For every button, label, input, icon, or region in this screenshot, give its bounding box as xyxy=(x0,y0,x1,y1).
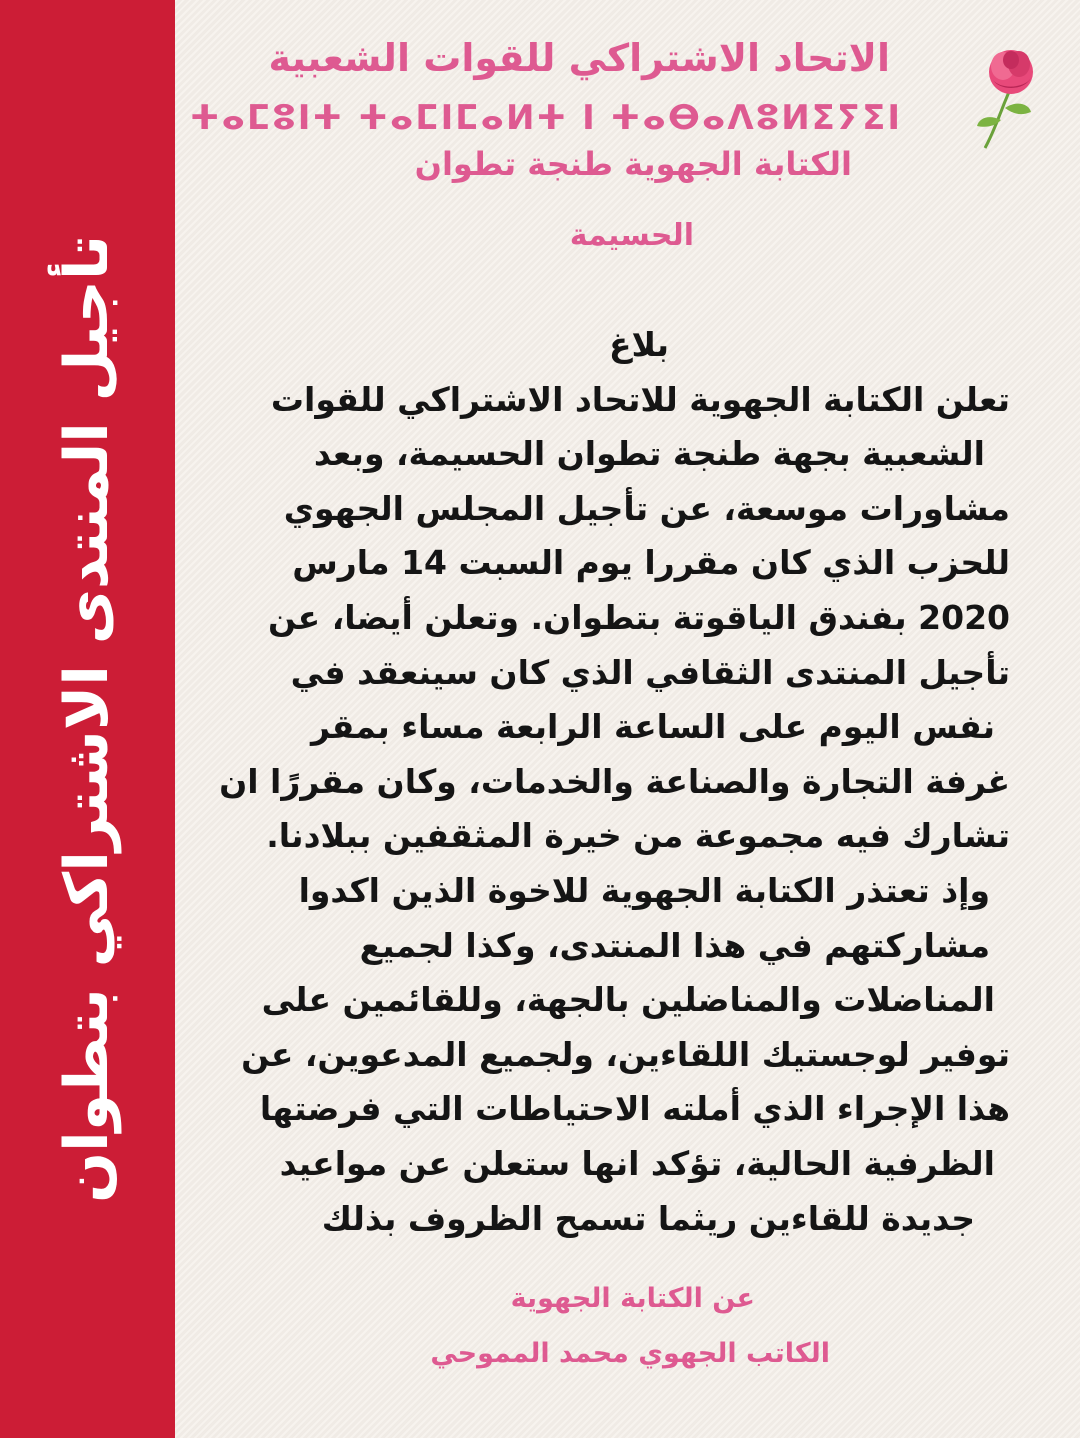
communique-line: نفس اليوم على الساعة الرابعة مساء بمقر xyxy=(310,707,995,747)
communique-line: جديدة للقاءين ريثما تسمح الظروف بذلك xyxy=(321,1198,975,1238)
region-suffix: الحسيمة xyxy=(569,218,694,253)
side-title: تأجيل المنتدى الاشتراكي بتطوان xyxy=(52,234,122,1204)
communique-line: هذا الإجراء الذي أملته الاحتياطات التي فرضتها xyxy=(259,1089,1010,1129)
communique-line: 2020 بفندق الياقوتة بتطوان. وتعلن أيضا، عن xyxy=(267,597,1010,637)
communique-line: تعلن الكتابة الجهوية للاتحاد الاشتراكي للقوات xyxy=(270,379,1010,419)
party-name-arabic: الاتحاد الاشتراكي للقوات الشعبية xyxy=(268,36,890,80)
communique-title: بلاغ xyxy=(609,325,669,364)
communique-line: مشاورات موسعة، عن تأجيل المجلس الجهوي xyxy=(283,488,1010,528)
communique-line: وإذ تعتذر الكتابة الجهوية للاخوة الذين اكدوا xyxy=(298,870,990,910)
rose-icon xyxy=(925,30,1055,150)
communique-line: الظرفية الحالية، تؤكد انها ستعلن عن مواعيد xyxy=(279,1143,995,1183)
communique-line: المناضلات والمناضلين بالجهة، وللقائمين على xyxy=(261,980,995,1020)
communique-line: غرفة التجارة والصناعة والخدمات، وكان مقررًا ان xyxy=(219,761,1010,801)
regional-secretariat: الكتابة الجهوية طنجة تطوان xyxy=(414,145,852,183)
communique-body xyxy=(219,318,1010,1246)
side-band xyxy=(0,0,175,1438)
communique-line: توفير لوجستيك اللقاءين، ولجميع المدعوين، عن xyxy=(241,1034,1010,1074)
communique-line: الشعبية بجهة طنجة تطوان الحسيمة، وبعد xyxy=(313,434,985,474)
communique-line: تأجيل المنتدى الثقافي الذي كان سينعقد في xyxy=(290,652,1010,692)
signature-signatory: الكاتب الجهوي محمد المموحي xyxy=(430,1338,830,1369)
party-name-tifinagh: ⵜⴰⵎⵓⵏⵜ ⵜⴰⵎⵏⵎⴰⵍⵜ ⵏ ⵜⴰⴱⴰⴷⵓⵍⵉⵢⵉⵏ xyxy=(189,98,902,138)
communique-line: مشاركتهم في هذا المنتدى، وكذا لجميع xyxy=(359,925,990,965)
signature-on-behalf: عن الكتابة الجهوية xyxy=(510,1283,755,1314)
communique-line: للحزب الذي كان مقررا يوم السبت 14 مارس xyxy=(292,543,1010,583)
communique-line: تشارك فيه مجموعة من خيرة المثقفين ببلادنا. xyxy=(266,816,1010,856)
